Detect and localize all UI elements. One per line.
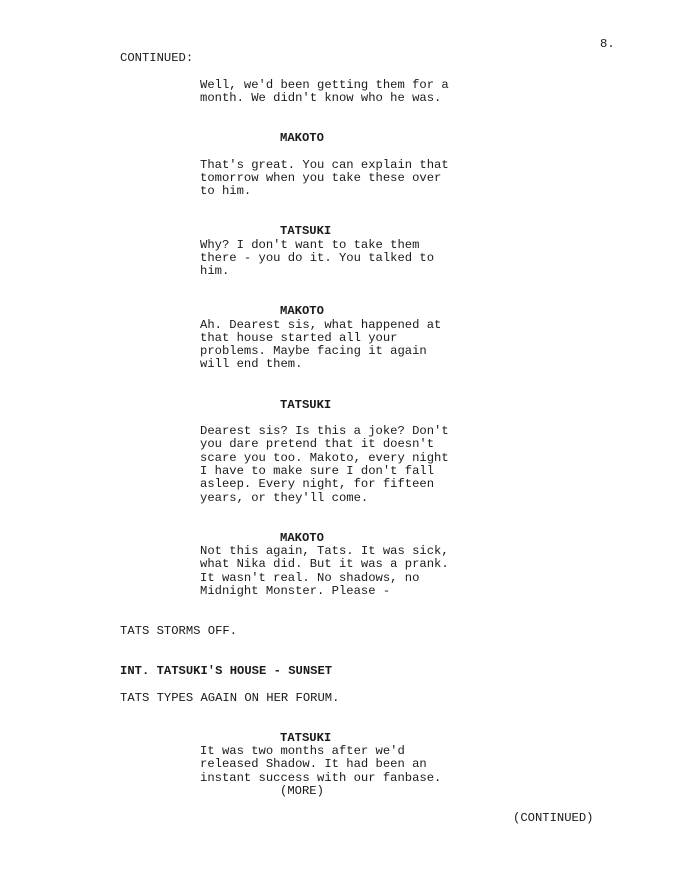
dialogue-line: That's great. You can explain that	[200, 158, 449, 172]
dialogue-line: I have to make sure I don't fall	[200, 464, 435, 478]
dialogue-line: will end them.	[200, 357, 303, 371]
dialogue-line: released Shadow. It had been an	[200, 757, 427, 771]
dialogue-line: him.	[200, 264, 230, 278]
dialogue-line: Midnight Monster. Please -	[200, 584, 391, 598]
dialogue-line: instant success with our fanbase.	[200, 771, 442, 785]
dialogue-line: problems. Maybe facing it again	[200, 344, 427, 358]
dialogue-line: years, or they'll come.	[200, 491, 369, 505]
dialogue-line: Not this again, Tats. It was sick,	[200, 544, 449, 558]
dialogue-line: Why? I don't want to take them	[200, 238, 420, 252]
dialogue-line: Ah. Dearest sis, what happened at	[200, 318, 442, 332]
character-name: TATSUKI	[280, 398, 332, 412]
dialogue-line: Well, we'd been getting them for a	[200, 78, 449, 92]
dialogue-line: what Nika did. But it was a prank.	[200, 557, 449, 571]
dialogue-line: to him.	[200, 184, 252, 198]
continued-header: CONTINUED:	[120, 51, 194, 65]
dialogue-line: tomorrow when you take these over	[200, 171, 442, 185]
action-line: TATS TYPES AGAIN ON HER FORUM.	[120, 691, 340, 705]
character-name: MAKOTO	[280, 131, 324, 145]
dialogue-line: there - you do it. You talked to	[200, 251, 435, 265]
character-name: MAKOTO	[280, 304, 324, 318]
dialogue-line: you dare pretend that it doesn't	[200, 437, 435, 451]
scene-heading: INT. TATSUKI'S HOUSE - SUNSET	[120, 664, 333, 678]
dialogue-line: Dearest sis? Is this a joke? Don't	[200, 424, 449, 438]
dialogue-line: scare you too. Makoto, every night	[200, 451, 449, 465]
dialogue-line: It was two months after we'd	[200, 744, 405, 758]
character-name: MAKOTO	[280, 531, 324, 545]
continued-footer: (CONTINUED)	[513, 811, 594, 825]
character-name: TATSUKI	[280, 224, 332, 238]
dialogue-line: month. We didn't know who he was.	[200, 91, 442, 105]
dialogue-line: that house started all your	[200, 331, 398, 345]
character-name: TATSUKI	[280, 731, 332, 745]
action-line: TATS STORMS OFF.	[120, 624, 238, 638]
more-indicator: (MORE)	[280, 784, 324, 798]
page-number: 8.	[600, 37, 615, 51]
dialogue-line: asleep. Every night, for fifteen	[200, 477, 435, 491]
dialogue-line: It wasn't real. No shadows, no	[200, 571, 420, 585]
